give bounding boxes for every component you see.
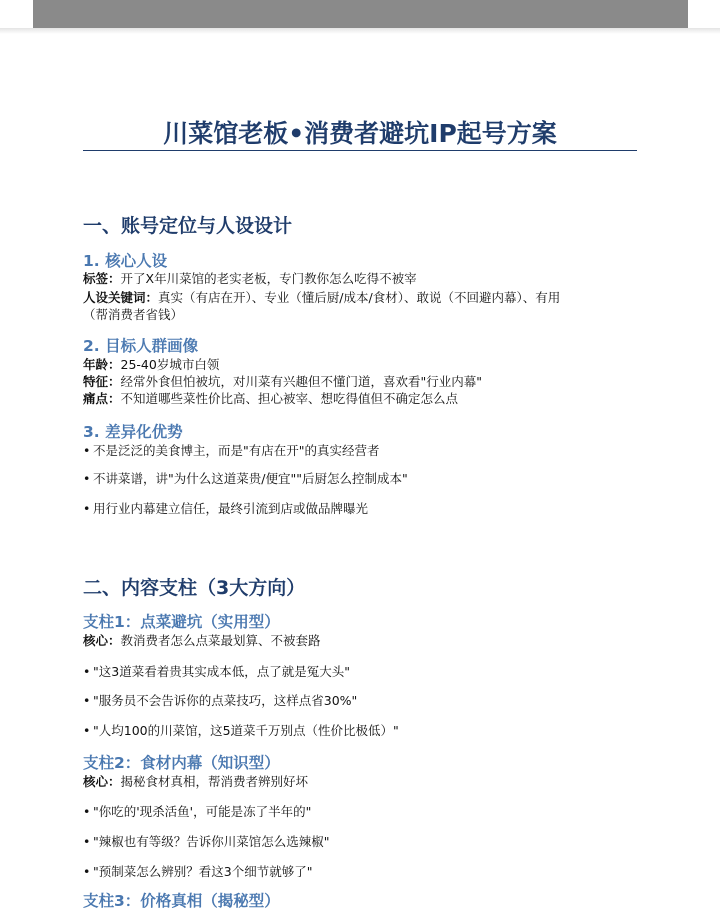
list-item xyxy=(83,722,639,740)
pillar1-heading: 支柱1：点菜避坑（实用型） xyxy=(83,613,280,631)
document-title: 川菜馆老板•消费者避坑IP起号方案 xyxy=(163,119,557,148)
bullet-text: 用行业内幕建立信任，最终引流到店或做品牌曝光 xyxy=(93,501,369,516)
age-line xyxy=(83,356,639,374)
keywords-label: 人设关键词： xyxy=(83,290,159,305)
pillar2-core-line xyxy=(83,773,639,791)
bullet-dot: • xyxy=(83,693,91,708)
pillar3-heading: 支柱3：价格真相（揭秘型） xyxy=(83,892,280,910)
bullet-text: "服务员不会告诉你的点菜技巧，这样点省30%" xyxy=(93,693,358,708)
list-item xyxy=(83,500,639,518)
pillar2-heading: 支柱2：食材内幕（知识型） xyxy=(83,754,280,772)
viewer-top-shadow xyxy=(0,28,720,34)
bullet-text: "你吃的'现杀活鱼'，可能是冻了半年的" xyxy=(93,804,312,819)
keywords-line xyxy=(83,289,639,307)
bullet-dot: • xyxy=(83,804,91,819)
bullet-dot: • xyxy=(83,834,91,849)
bullet-text: "人均100的川菜馆，这5道菜千万别点（性价比极低）" xyxy=(93,723,399,738)
bullet-dot: • xyxy=(83,723,91,738)
viewer-top-bar xyxy=(33,0,688,28)
trait-line xyxy=(83,373,639,391)
core-text: 揭秘食材真相，帮消费者辨别好坏 xyxy=(120,774,309,789)
pillar1-core-line xyxy=(83,632,639,650)
bullet-dot: • xyxy=(83,471,91,486)
core-text: 教消费者怎么点菜最划算、不被套路 xyxy=(120,633,321,648)
age-text: 25-40岁城市白领 xyxy=(120,357,220,372)
list-item xyxy=(83,803,639,821)
list-item xyxy=(83,833,639,851)
pain-text: 不知道哪些菜性价比高、担心被宰、想吃得值但不确定怎么点 xyxy=(120,391,459,406)
bullet-text: "辣椒也有等级？告诉你川菜馆怎么选辣椒" xyxy=(93,834,330,849)
bullet-text: "这3道菜看着贵其实成本低，点了就是冤大头" xyxy=(93,664,350,679)
bullet-text: "预制菜怎么辨别？看这3个细节就够了" xyxy=(93,864,313,879)
keywords-line-cont: （帮消费者省钱） xyxy=(83,307,184,322)
keywords-text: 真实（有店在开）、专业（懂后厨/成本/食材）、敢说（不回避内幕）、有用 xyxy=(158,290,561,305)
tag-label: 标签： xyxy=(83,271,121,286)
bullet-dot: • xyxy=(83,443,91,458)
section1-sub3-heading: 3. 差异化优势 xyxy=(83,423,183,441)
tag-line xyxy=(83,270,639,288)
trait-text: 经常外食但怕被坑，对川菜有兴趣但不懂门道，喜欢看"行业内幕" xyxy=(120,374,483,389)
age-label: 年龄： xyxy=(83,357,121,372)
section1-sub2-heading: 2. 目标人群画像 xyxy=(83,337,199,355)
trait-label: 特征： xyxy=(83,374,121,389)
list-item xyxy=(83,470,639,488)
tag-text: 开了X年川菜馆的老实老板，专门教你怎么吃得不被宰 xyxy=(120,271,417,286)
bullet-text: 不讲菜谱，讲"为什么这道菜贵/便宜""后厨怎么控制成本" xyxy=(93,471,408,486)
section2-heading: 二、内容支柱（3大方向） xyxy=(83,577,306,599)
core-label: 核心： xyxy=(83,774,121,789)
pain-line xyxy=(83,390,639,408)
list-item xyxy=(83,692,639,710)
core-label: 核心： xyxy=(83,633,121,648)
pain-label: 痛点： xyxy=(83,391,121,406)
bullet-text: 不是泛泛的美食博主，而是"有店在开"的真实经营者 xyxy=(93,443,380,458)
bullet-dot: • xyxy=(83,864,91,879)
list-item xyxy=(83,663,639,681)
section1-heading: 一、账号定位与人设设计 xyxy=(83,215,293,237)
bullet-dot: • xyxy=(83,501,91,516)
bullet-dot: • xyxy=(83,664,91,679)
section1-sub1-heading: 1. 核心人设 xyxy=(83,252,168,270)
title-block xyxy=(83,118,637,151)
list-item xyxy=(83,442,639,460)
list-item xyxy=(83,863,639,881)
